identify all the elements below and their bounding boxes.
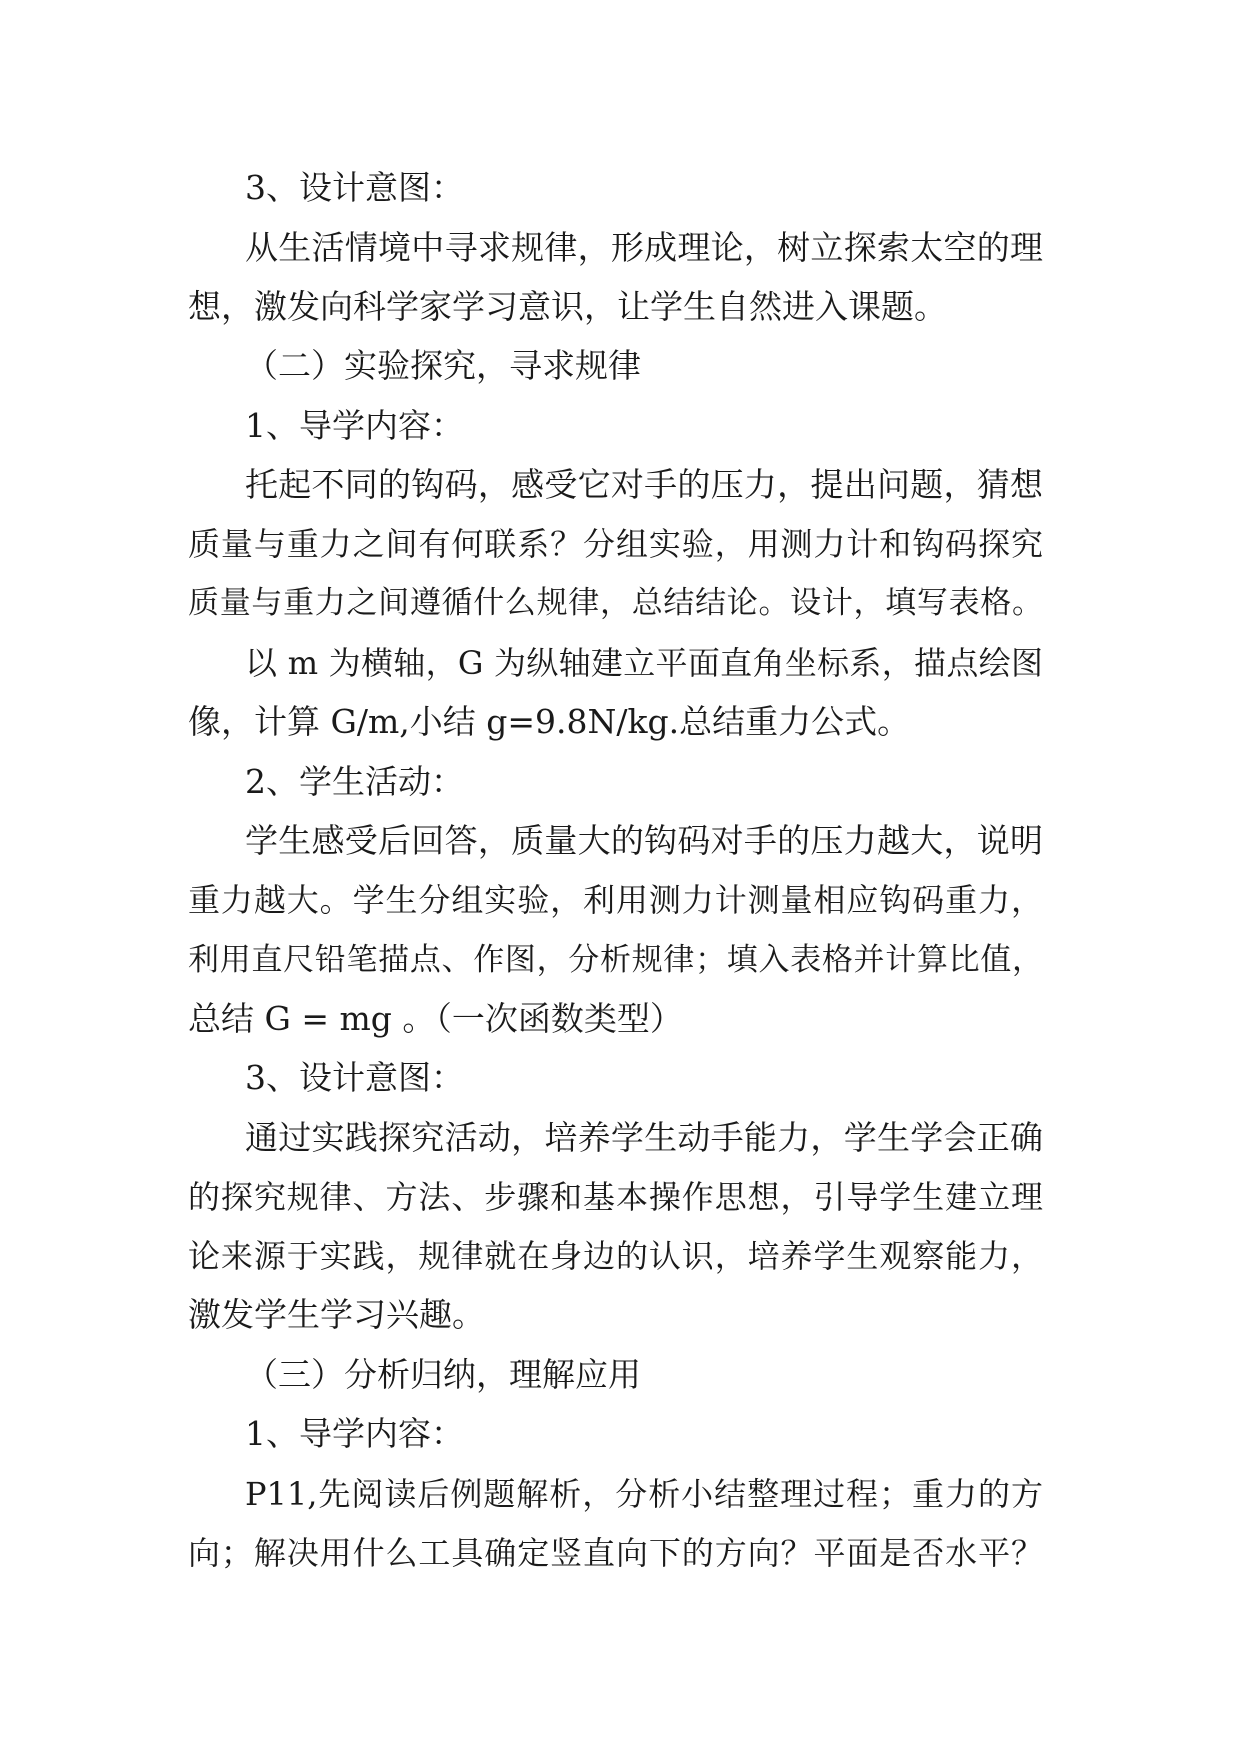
paragraph-line: 想，激发向科学家学习意识，让学生自然进入课题。 bbox=[188, 287, 947, 326]
paragraph-line: 的探究规律、方法、步骤和基本操作思想，引导学生建立理 bbox=[188, 1178, 1043, 1216]
paragraph-line: 以 m 为横轴，G 为纵轴建立平面直角坐标系，描点绘图 bbox=[245, 644, 1043, 682]
paragraph-line: 重力越大。学生分组实验，利用测力计测量相应钩码重力， bbox=[188, 881, 1043, 919]
subheading-guide-content: 1、导学内容： bbox=[245, 406, 464, 445]
paragraph-line: 学生感受后回答，质量大的钩码对手的压力越大，说明 bbox=[245, 821, 1043, 860]
section-heading: （三）分析归纳，理解应用 bbox=[245, 1355, 641, 1394]
section-heading: （二）实验探究，寻求规律 bbox=[245, 346, 641, 385]
subheading-design-intent: 3、设计意图： bbox=[245, 1058, 464, 1097]
paragraph-line: 论来源于实践，规律就在身边的认识，培养学生观察能力， bbox=[188, 1237, 1043, 1275]
paragraph-line: 通过实践探究活动，培养学生动手能力，学生学会正确 bbox=[245, 1118, 1043, 1157]
paragraph-line: 托起不同的钩码，感受它对手的压力，提出问题，猜想 bbox=[245, 465, 1043, 504]
subheading-design-intent: 3、设计意图： bbox=[245, 168, 464, 207]
paragraph-line: 质量与重力之间遵循什么规律，总结结论。设计，填写表格。 bbox=[188, 585, 1043, 621]
paragraph-line: 像，计算 G/m,小结 g=9.8N/kg.总结重力公式。 bbox=[188, 702, 911, 741]
paragraph-line: 利用直尺铅笔描点、作图，分析规律；填入表格并计算比值， bbox=[188, 942, 1043, 978]
paragraph-line: 从生活情境中寻求规律，形成理论，树立探索太空的理 bbox=[245, 228, 1043, 267]
paragraph-line: 总结 G = mg 。（一次函数类型） bbox=[188, 999, 683, 1038]
subheading-guide-content: 1、导学内容： bbox=[245, 1414, 464, 1453]
paragraph-line: 向；解决用什么工具确定竖直向下的方向？平面是否水平？ bbox=[188, 1534, 1043, 1572]
subheading-student-activity: 2、学生活动： bbox=[245, 762, 464, 801]
paragraph-line: 质量与重力之间有何联系？分组实验，用测力计和钩码探究 bbox=[188, 525, 1043, 563]
paragraph-line: 激发学生学习兴趣。 bbox=[188, 1295, 485, 1334]
paragraph-line: P11,先阅读后例题解析，分析小结整理过程；重力的方 bbox=[245, 1475, 1043, 1513]
